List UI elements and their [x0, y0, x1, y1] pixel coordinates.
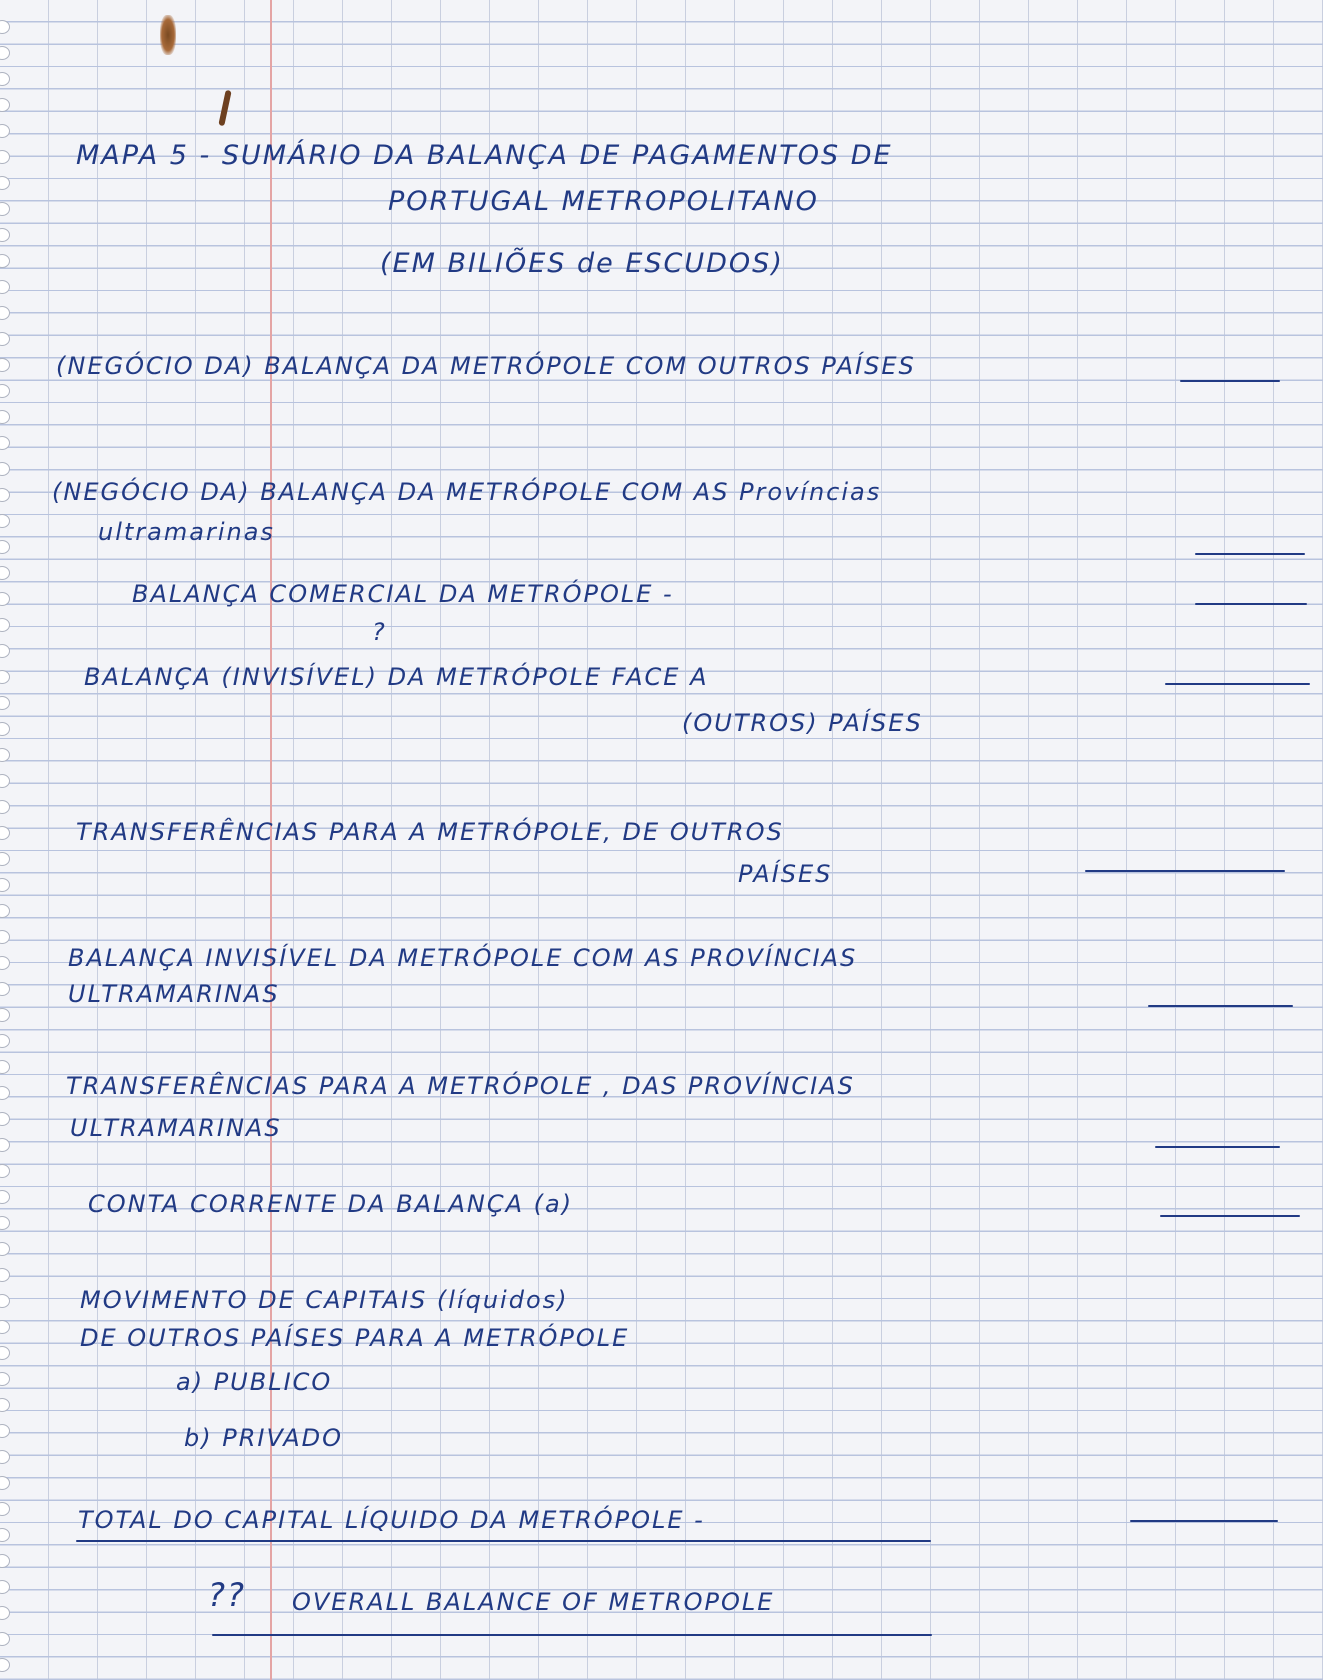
item-text: TRANSFERÊNCIAS PARA A METRÓPOLE, DE OUTROS [76, 818, 784, 846]
hole [0, 930, 10, 944]
hole [0, 1424, 10, 1438]
hole [0, 1112, 10, 1126]
hole [0, 800, 10, 814]
hole [0, 462, 10, 476]
hole [0, 1138, 10, 1152]
hole [0, 124, 10, 138]
hole [0, 696, 10, 710]
answer-blank [1165, 683, 1310, 685]
hole [0, 1398, 10, 1412]
paper-stain [160, 15, 176, 55]
hole [0, 1268, 10, 1282]
item-text-continued: PAÍSES [738, 860, 833, 888]
hole [0, 1294, 10, 1308]
hole [0, 436, 10, 450]
item-text-continued: ULTRAMARINAS [68, 980, 280, 1008]
item-text: CONTA CORRENTE DA BALANÇA (a) [88, 1190, 574, 1218]
hole [0, 1658, 10, 1672]
hole [0, 1242, 10, 1256]
hole [0, 98, 10, 112]
hole [0, 150, 10, 164]
hole [0, 228, 10, 242]
hole [0, 826, 10, 840]
hole [0, 956, 10, 970]
hole [0, 592, 10, 606]
question-mark: ? [372, 618, 387, 646]
item-text: (NEGÓCIO DA) BALANÇA DA METRÓPOLE COM AS Províncias [52, 478, 882, 506]
item-text: TOTAL DO CAPITAL LÍQUIDO DA METRÓPOLE - [78, 1506, 705, 1534]
title-line-1: MAPA 5 - SUMÁRIO DA BALANÇA DE PAGAMENTOS DE [76, 140, 893, 171]
hole [0, 774, 10, 788]
hole [0, 1060, 10, 1074]
hole [0, 1450, 10, 1464]
hole [0, 1008, 10, 1022]
item-text-continued: ultramarinas [98, 518, 275, 546]
hole [0, 1216, 10, 1230]
item-text-continued: DE OUTROS PAÍSES PARA A METRÓPOLE [80, 1324, 630, 1352]
sub-item-a: a) PUBLICO [176, 1368, 333, 1396]
item-text: BALANÇA (INVISÍVEL) DA METRÓPOLE FACE A [84, 663, 709, 691]
hole [0, 1632, 10, 1646]
item-text: BALANÇA INVISÍVEL DA METRÓPOLE COM AS PROVÍNCIAS [68, 944, 858, 972]
sub-item-b: b) PRIVADO [184, 1424, 344, 1452]
hole [0, 722, 10, 736]
answer-blank [1148, 1005, 1293, 1007]
hole [0, 904, 10, 918]
hole [0, 852, 10, 866]
answer-blank [1130, 1520, 1278, 1522]
hole [0, 1372, 10, 1386]
item-text-continued: (OUTROS) PAÍSES [682, 709, 923, 737]
hole [0, 618, 10, 632]
hole [0, 982, 10, 996]
hole [0, 514, 10, 528]
item-text: TRANSFERÊNCIAS PARA A METRÓPOLE , DAS PROVÍNCIAS [66, 1072, 855, 1100]
hole [0, 748, 10, 762]
item-text: (NEGÓCIO DA) BALANÇA DA METRÓPOLE COM OUTROS PAÍSES [56, 352, 916, 380]
title-line-2: PORTUGAL METROPOLITANO [388, 186, 819, 217]
hole [0, 1190, 10, 1204]
hole [0, 1580, 10, 1594]
hole [0, 1164, 10, 1178]
hole [0, 1346, 10, 1360]
spiral-holes [0, 0, 14, 1680]
answer-blank [1155, 1146, 1280, 1148]
hole [0, 1528, 10, 1542]
title-line-3: (EM BILIÕES de ESCUDOS) [380, 248, 784, 279]
hole [0, 1034, 10, 1048]
footer-text: OVERALL BALANCE OF METROPOLE [292, 1588, 775, 1616]
hole [0, 1554, 10, 1568]
hole [0, 46, 10, 60]
paper-stain [218, 90, 231, 126]
hole [0, 566, 10, 580]
answer-blank [1195, 553, 1305, 555]
answer-blank [1085, 870, 1285, 872]
hole [0, 20, 10, 34]
hole [0, 878, 10, 892]
hole [0, 176, 10, 190]
hole [0, 332, 10, 346]
answer-blank [1195, 603, 1307, 605]
hole [0, 358, 10, 372]
hole [0, 202, 10, 216]
answer-blank [1180, 380, 1280, 382]
item-text: BALANÇA COMERCIAL DA METRÓPOLE - [132, 580, 674, 608]
hole [0, 1320, 10, 1334]
hole [0, 540, 10, 554]
hole [0, 644, 10, 658]
hole [0, 280, 10, 294]
hole [0, 488, 10, 502]
footer-underline [212, 1634, 932, 1636]
hole [0, 72, 10, 86]
hole [0, 1502, 10, 1516]
hole [0, 254, 10, 268]
hole [0, 670, 10, 684]
total-underline [76, 1540, 931, 1542]
hole [0, 1476, 10, 1490]
hole [0, 306, 10, 320]
answer-blank [1160, 1215, 1300, 1217]
item-text-continued: ULTRAMARINAS [70, 1114, 282, 1142]
hole [0, 1086, 10, 1100]
hole [0, 384, 10, 398]
item-text: MOVIMENTO DE CAPITAIS (líquidos) [80, 1286, 569, 1314]
hole [0, 1606, 10, 1620]
question-marks: ?? [208, 1576, 246, 1614]
hole [0, 410, 10, 424]
